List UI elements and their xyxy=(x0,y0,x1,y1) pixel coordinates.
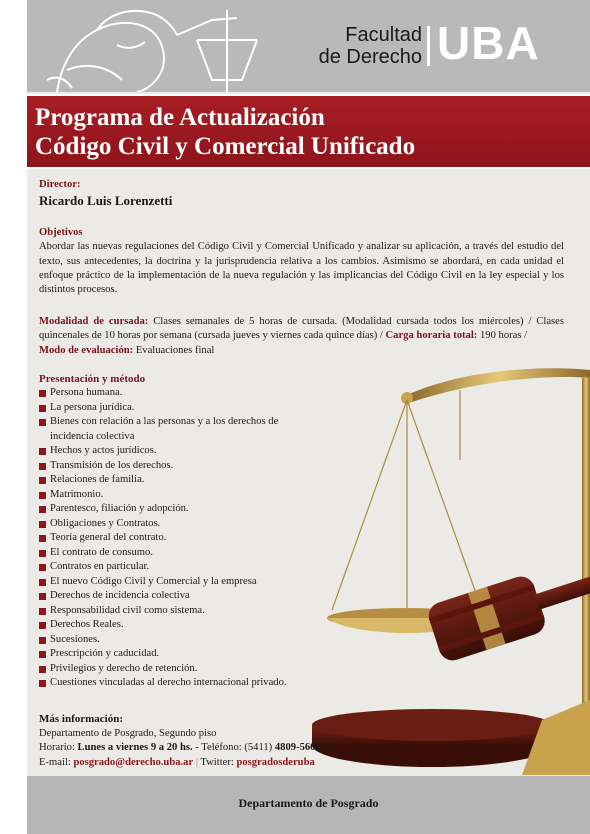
program-list-item-label: Relaciones de familia. xyxy=(50,474,145,486)
program-list-item-label: El contrato de consumo. xyxy=(50,546,153,558)
faculty-name xyxy=(297,24,422,68)
bullet-square-icon xyxy=(39,448,46,455)
program-list-item-label: Teoría general del contrato. xyxy=(50,532,167,544)
evaluation-value: Evaluaciones final xyxy=(135,344,215,356)
bullet-square-icon xyxy=(39,564,46,571)
program-title-line-2: Código Civil y Comercial Unificado xyxy=(35,133,416,160)
program-list-item-label: Responsabilidad civil como sistema. xyxy=(50,604,205,616)
header xyxy=(27,0,590,92)
bullet-square-icon xyxy=(39,608,46,615)
header-divider xyxy=(427,26,430,66)
bullet-square-icon xyxy=(39,550,46,557)
program-list-item-label: Derechos de incidencia colectiva xyxy=(50,590,190,602)
program-list-item-label: Contratos en particular. xyxy=(50,561,150,573)
modality-section xyxy=(39,315,564,358)
more-info-label: Más información: xyxy=(39,713,124,725)
bullet-square-icon xyxy=(39,622,46,629)
program-list-item-label: El nuevo Código Civil y Comercial y la empresa xyxy=(50,575,257,587)
twitter-prefix: Twitter: xyxy=(200,756,234,768)
program-list xyxy=(39,386,564,691)
bullet-square-icon xyxy=(39,535,46,542)
email-link[interactable]: posgrado@derecho.uba.ar xyxy=(73,756,194,768)
justice-statue-illustration xyxy=(37,0,267,92)
program-list-item-label: Persona humana. xyxy=(50,387,123,399)
hours-value: 190 horas / xyxy=(479,330,528,342)
bullet-square-icon xyxy=(39,637,46,644)
objectives-section xyxy=(39,226,564,297)
program-list-item xyxy=(39,488,314,503)
program-list-item-label: Transmisión de los derechos. xyxy=(50,459,174,471)
program-list-item-label: Obligaciones y Contratos. xyxy=(50,517,161,529)
program-list-item xyxy=(39,633,314,648)
contact-info xyxy=(39,712,439,770)
phone-prefix: - Teléfono: (5411) xyxy=(195,742,273,753)
bullet-square-icon xyxy=(39,477,46,484)
program-title-line-1: Programa de Actualización xyxy=(35,104,325,131)
director-section xyxy=(39,178,564,210)
modality-text: Clases semanales de 5 horas de cursada. (Modalidad cursada todos los miércoles) / Clases quincenales de 10 horas por semana (cursada jueves y viernes cada quince días) / xyxy=(39,316,564,342)
footer xyxy=(27,776,590,834)
program-list-item-label: Hechos y actos jurídicos. xyxy=(50,445,157,457)
separator: | xyxy=(195,756,198,768)
program-list-item xyxy=(39,676,314,691)
program-list-item xyxy=(39,662,314,677)
program-list-item xyxy=(39,444,314,459)
faculty-line-1: Facultad xyxy=(345,24,422,46)
bullet-square-icon xyxy=(39,506,46,513)
program-list-item-label: Matrimonio. xyxy=(50,488,104,500)
program-list-item-label: Privilegios y derecho de retención. xyxy=(50,662,198,674)
phone-value: 4809-5606/07 xyxy=(274,742,335,753)
bullet-square-icon xyxy=(39,651,46,658)
hours-label: Carga horaria total: xyxy=(385,330,478,342)
program-list-item xyxy=(39,618,314,633)
institution-logo-text: UBA xyxy=(437,17,540,69)
bullet-square-icon xyxy=(39,463,46,470)
objectives-text: Abordar las nuevas regulaciones del Código Civil y Comercial Unificado y analizar su aplicación, a través del estudio del texto, sus antecedentes, la doctrina y la jurisprudencia relativa a los cambios. Asimismo se abordará, en cada unidad el enfoque práctico de la implementación de la nueva regulación y las implicancias del Código Civil en la ley especial y los distintos procesos. xyxy=(39,241,564,296)
program-list-item xyxy=(39,647,314,662)
program-list-item xyxy=(39,459,314,474)
program-list-item xyxy=(39,517,314,532)
program-list-item-label: La persona jurídica. xyxy=(50,401,135,413)
contact-line xyxy=(39,756,439,771)
evaluation-label: Modo de evaluación: xyxy=(39,344,134,356)
program-list-item xyxy=(39,502,314,517)
program-list-item-label: Bienes con relación a las personas y a los derechos de incidencia colectiva xyxy=(50,416,279,442)
program-list-item-label: Derechos Reales. xyxy=(50,619,124,631)
director-name: Ricardo Luis Lorenzetti xyxy=(39,193,173,209)
bullet-square-icon xyxy=(39,666,46,673)
bullet-square-icon xyxy=(39,492,46,499)
program-list-item-label: Sucesiones. xyxy=(50,633,100,645)
footer-text: Departamento de Posgrado xyxy=(238,796,379,810)
schedule-line xyxy=(39,741,439,756)
program-list-item xyxy=(39,415,314,444)
faculty-line-2: de Derecho xyxy=(318,46,422,68)
program-list-item-label: Prescripción y caducidad. xyxy=(50,648,160,660)
email-prefix: E-mail: xyxy=(39,756,71,768)
bullet-square-icon xyxy=(39,521,46,528)
bullet-square-icon xyxy=(39,419,46,426)
program-list-item xyxy=(39,604,314,619)
bullet-square-icon xyxy=(39,390,46,397)
program-list-item xyxy=(39,531,314,546)
program-list-item xyxy=(39,560,314,575)
bullet-square-icon xyxy=(39,579,46,586)
program-section xyxy=(39,372,564,691)
schedule-prefix: Horario: xyxy=(39,742,75,753)
program-list-item xyxy=(39,473,314,488)
program-title: Presentación y método xyxy=(39,373,146,385)
schedule-value: Lunes a viernes 9 a 20 hs. xyxy=(77,742,193,753)
program-list-item xyxy=(39,546,314,561)
flyer-page xyxy=(27,0,590,834)
objectives-label: Objetivos xyxy=(39,227,83,238)
title-banner xyxy=(27,94,590,169)
bullet-square-icon xyxy=(39,680,46,687)
program-list-item xyxy=(39,386,314,401)
program-list-item xyxy=(39,401,314,416)
director-label: Director: xyxy=(39,179,81,190)
bullet-square-icon xyxy=(39,405,46,412)
modality-label: Modalidad de cursada: xyxy=(39,316,149,327)
program-list-item xyxy=(39,589,314,604)
twitter-link[interactable]: posgradosderuba xyxy=(236,756,315,768)
program-list-item xyxy=(39,575,314,590)
program-list-item-label: Parentesco, filiación y adopción. xyxy=(50,503,189,515)
department-line: Departamento de Posgrado, Segundo piso xyxy=(39,727,217,739)
program-list-item-label: Cuestiones vinculadas al derecho internacional privado. xyxy=(50,677,287,689)
bullet-square-icon xyxy=(39,593,46,600)
